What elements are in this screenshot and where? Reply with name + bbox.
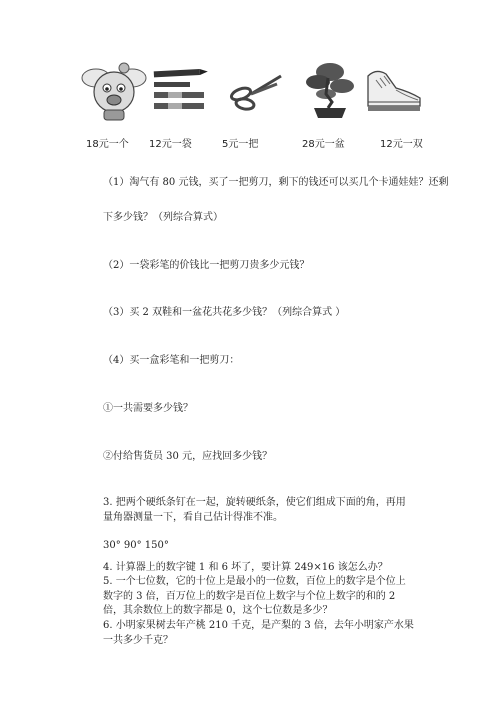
price-markers: 12元一袋 <box>149 139 192 150</box>
problem-4: 4. 计算器上的数字键 1 和 6 坏了，要计算 249×16 该怎么办？ <box>103 562 388 573</box>
problem-5: 5. 一个七位数，它的十位上是最小的一位数，百位上的数字是个位上数字的 3 倍，百万位上的数字是百位上数字与个位上数字的和的 2 倍，其余数位上的数字都是 0，这个七位数是多少？ <box>103 576 406 616</box>
price-shoes: 12元一双 <box>380 139 423 150</box>
question-2: （2）一袋彩笔的价钱比一把剪刀贵多少元钱？ <box>103 260 310 271</box>
problem-6: 6. 小明家果树去年产桃 210 千克，是产梨的 3 倍，去年小明家产水果一共多少千克？ <box>103 620 414 646</box>
cartoon-doll-icon <box>78 58 150 124</box>
shoe-icon <box>362 58 424 118</box>
markers-image <box>150 58 212 118</box>
scissors-icon <box>225 58 285 118</box>
shoe-image <box>362 58 424 118</box>
bonsai-image <box>298 58 362 124</box>
price-bonsai: 28元一盆 <box>302 139 345 150</box>
bonsai-icon <box>298 58 362 124</box>
question-4: （4）买一盒彩笔和一把剪刀： <box>103 355 240 366</box>
price-scissors: 5元一把 <box>222 139 259 150</box>
question-4-part-1: ①一共需要多少钱？ <box>103 403 193 414</box>
question-3: （3）买 2 双鞋和一盆花共花多少钱？（列综合算式 ） <box>103 307 346 318</box>
problem-3-angles: 30° 90° 150° <box>103 540 169 551</box>
question-1-line-1: （1）淘气有 80 元钱，买了一把剪刀，剩下的钱还可以买几个卡通娃娃？还剩 <box>103 177 449 188</box>
cartoon-doll-image <box>78 58 150 124</box>
price-doll: 18元一个 <box>86 139 129 150</box>
scissors-image <box>225 58 285 118</box>
markers-icon <box>150 58 212 118</box>
question-4-part-2: ②付给售货员 30 元，应找回多少钱？ <box>103 451 273 462</box>
problem-3: 3. 把两个硬纸条钉在一起，旋转硬纸条，使它们组成下面的角，再用量角器测量一下，看自己估计得准不准。 <box>103 497 406 523</box>
question-1-line-2: 下多少钱？（列综合算式） <box>103 212 223 223</box>
